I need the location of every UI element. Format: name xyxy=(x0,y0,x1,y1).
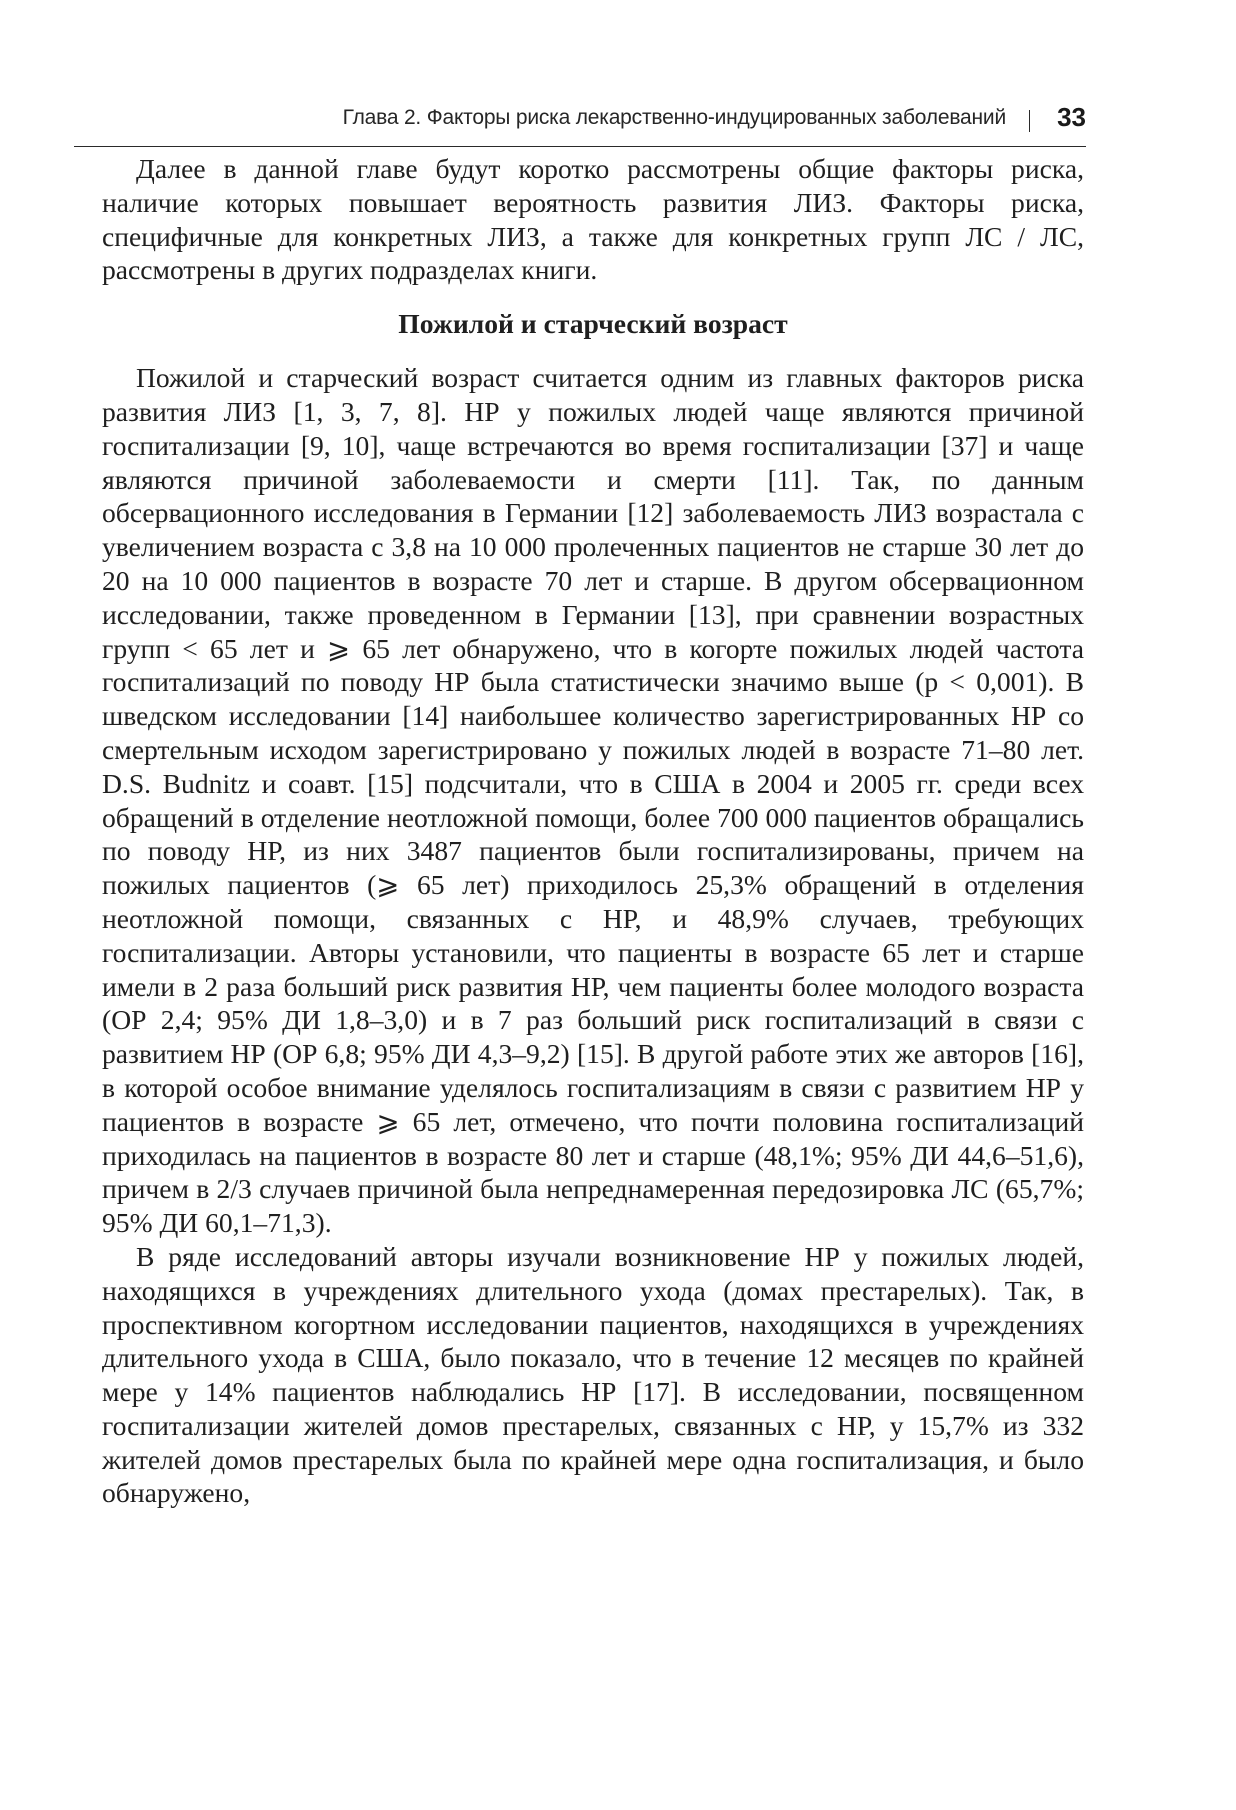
running-title: Глава 2. Факторы риска лекарственно-индуцированных заболеваний xyxy=(342,106,1006,129)
page-header xyxy=(74,92,1086,147)
paragraph-1: Пожилой и старческий возраст считается одним из главных факторов риска развития ЛИЗ [1, 3, 7, 8]. НР у пожилых людей чаще являются причиной госпитализации [9, 10], чаще встречаются во время госпитализации [37] и чаще являются причиной заболеваемости и смерти [11]. Так, по данным обсервационного исследования в Германии [12] заболеваемость ЛИЗ возрастала с увеличением возраста с 3,8 на 10 000 пролеченных пациентов не старше 30 лет до 20 на 10 000 пациентов в возрасте 70 лет и старше. В другом обсервационном исследовании, также проведенном в Германии [13], при сравнении возрастных групп < 65 лет и ⩾ 65 лет обнаружено, что в когорте пожилых людей частота госпитализаций по поводу НР была статистически значимо выше (p < 0,001). В шведском исследовании [14] наибольшее количество зарегистрированных НР со смертельным исходом зарегистрировано у пожилых людей в возрасте 71–80 лет. D.S. Budnitz и соавт. [15] подсчитали, что в США в 2004 и 2005 гг. среди всех обращений в отделение неотложной помощи, более 700 000 пациентов обращались по поводу НР, из них 3487 пациентов были госпитализированы, причем на пожилых пациентов (⩾ 65 лет) приходилось 25,3% обращений в отделения неотложной помощи, связанных с НР, и 48,9% случаев, требующих госпитализации. Авторы установили, что пациенты в возрасте 65 лет и старше имели в 2 раза больший риск развития НР, чем пациенты более молодого возраста (ОР 2,4; 95% ДИ 1,8–3,0) и в 7 раз больший риск госпитализаций в связи с развитием НР (ОР 6,8; 95% ДИ 4,3–9,2) [15]. В другой работе этих же авторов [16], в которой особое внимание уделялось госпитализациям в связи с развитием НР у пациентов в возрасте ⩾ 65 лет, отмечено, что почти половина госпитализаций приходилась на пациентов в возрасте 80 лет и старше (48,1%; 95% ДИ 44,6–51,6), причем в 2/3 случаев причиной была непреднамеренная передозировка ЛС (65,7%; 95% ДИ 60,1–71,3). xyxy=(102,362,1084,1239)
body-text xyxy=(102,152,1084,1510)
paragraph-2: В ряде исследований авторы изучали возникновение НР у пожилых людей, находящихся в учреждениях длительного ухода (домах престарелых). Так, в проспективном когортном исследовании пациентов, находящихся в учреждениях длительного ухода в США, было показало, что в течение 12 месяцев по крайней мере у 14% пациентов наблюдались НР [17]. В исследовании, посвященном госпитализации жителей домов престарелых, связанных с НР, у 15,7% из 332 жителей домов престарелых была по крайней мере одна госпитализация, и было обнаружено, xyxy=(102,1240,1084,1509)
page-number: 33 xyxy=(1057,102,1086,132)
header-separator xyxy=(1029,110,1031,132)
section-heading: Пожилой и старческий возраст xyxy=(398,308,788,340)
intro-paragraph: Далее в данной главе будут коротко рассмотрены общие факторы риска, наличие которых повышает вероятность развития ЛИЗ. Факторы риска, специфичные для конкретных ЛИЗ, а также для конкретных групп ЛС / ЛС, рассмотрены в других подразделах книги. xyxy=(102,153,1084,286)
